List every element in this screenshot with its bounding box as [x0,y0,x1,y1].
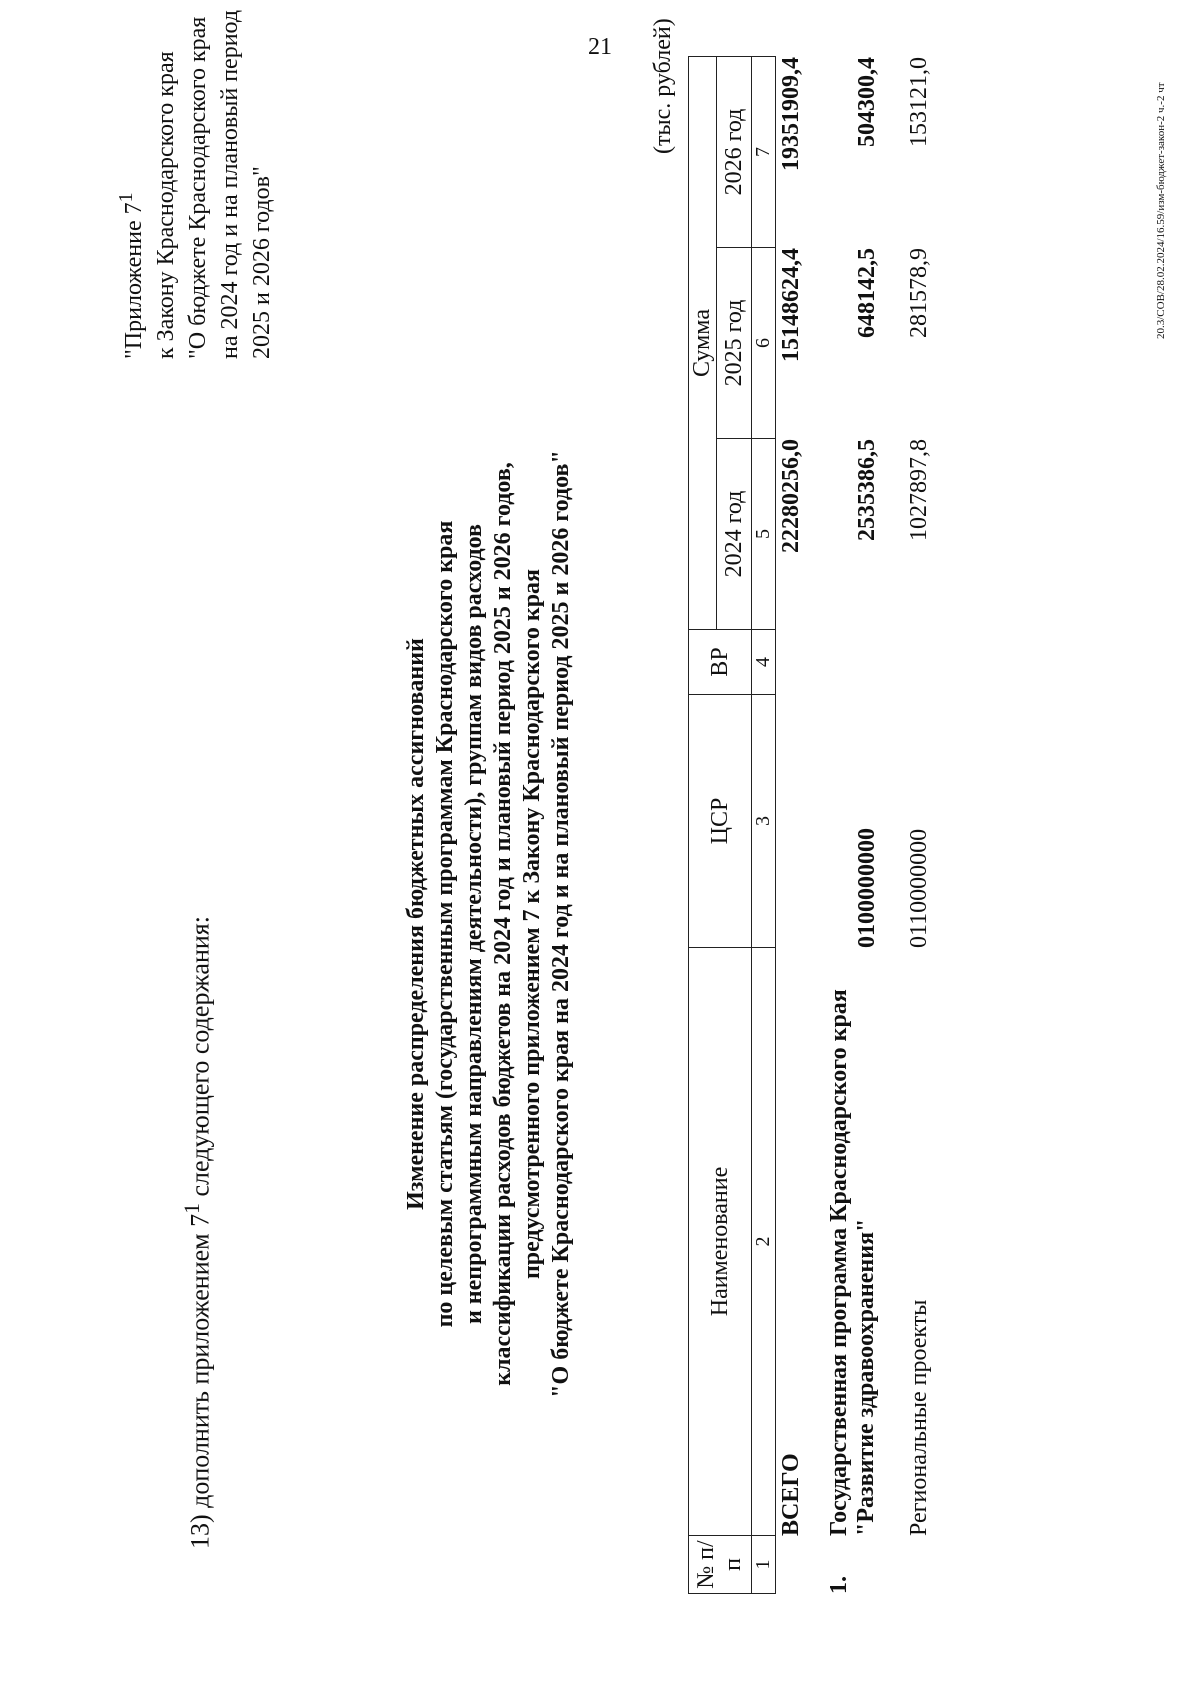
row-2024: 2535386,5 [854,439,880,541]
row-2024: 22280256,0 [778,439,804,553]
row-csr: 0100000000 [854,828,880,948]
row-name: Региональные проекты [906,1299,932,1536]
row-2024: 1027897,8 [906,439,932,541]
col-number: 5 [752,439,776,630]
row-no [778,1536,826,1594]
header-name: Наименование [689,948,752,1536]
header-sum: Сумма [689,56,717,629]
header-2025: 2025 год [717,248,752,439]
row-2026: 19351909,4 [778,57,804,171]
appendix-line: к Закону Краснодарского края [153,51,179,359]
table-row [906,57,946,1594]
row-2025: 648142,5 [854,248,880,338]
appendix-line: "Приложение $7^1$ [115,192,147,359]
title-line: по целевым статьям (государственным программам Краснодарского края [432,520,458,1328]
col-number: 2 [752,948,776,1536]
row-vr [826,630,906,695]
intro-text: 13) дополнить приложением $7^1$ следующего содержания: [180,916,215,1549]
table-row-total [778,57,826,1594]
header-2026: 2026 год [717,56,752,247]
row-no [906,1536,946,1594]
row-name: Государственная программа Краснодарского края "Развитие здравоохранения" [826,989,879,1536]
col-number: 6 [752,248,776,439]
footer-code: 20.3/СОВ/28.02.2024/16.59/изм-бюджет-закон-2 ч.-2 чт [1155,82,1167,339]
title-line: и непрограммным направлениям деятельности), группам видов расходов [461,523,487,1325]
appendix-line: на 2024 год и на плановый период [217,9,243,359]
row-2026: 153121,0 [906,57,932,147]
title-line: "О бюджете Краснодарского края на 2024 год и на плановый период 2025 и 2026 годов" [548,450,574,1398]
header-vr: ВР [689,630,752,695]
row-no: 1. [826,1576,852,1594]
appendix-line: "О бюджете Краснодарского края [185,16,211,359]
row-name: ВСЕГО [778,1453,804,1536]
appendix-line: 2025 и 2026 годов" [249,166,275,359]
col-number: 4 [752,630,776,695]
row-vr [906,630,946,695]
row-2026: 504300,4 [854,57,880,147]
row-vr [778,630,826,695]
col-number: 1 [752,1536,776,1594]
table-header [688,56,776,1594]
units-label: (тыс. рублей) [650,18,676,154]
title-line: классификации расходов бюджетов на 2024 год и плановый период 2025 и 2026 годов, [490,462,516,1386]
row-2025: 281578,9 [906,248,932,338]
row-2025: 15148624,4 [778,248,804,362]
appendix-reference [110,10,278,359]
row-csr [778,695,826,948]
table-row [826,57,906,1594]
header-2024: 2024 год [717,439,752,630]
title-line: предусмотренного приложением 7 к Закону Краснодарского края [519,568,545,1280]
title-line: Изменение распределения бюджетных ассигнований [403,638,429,1210]
table-body [778,57,946,1594]
row-csr: 0110000000 [906,828,932,948]
document-title [402,324,576,1524]
col-number: 3 [752,695,776,948]
header-csr: ЦСР [689,695,752,948]
col-number: 7 [752,56,776,247]
page-number: 21 [588,34,612,60]
header-no: № п/п [689,1536,752,1594]
